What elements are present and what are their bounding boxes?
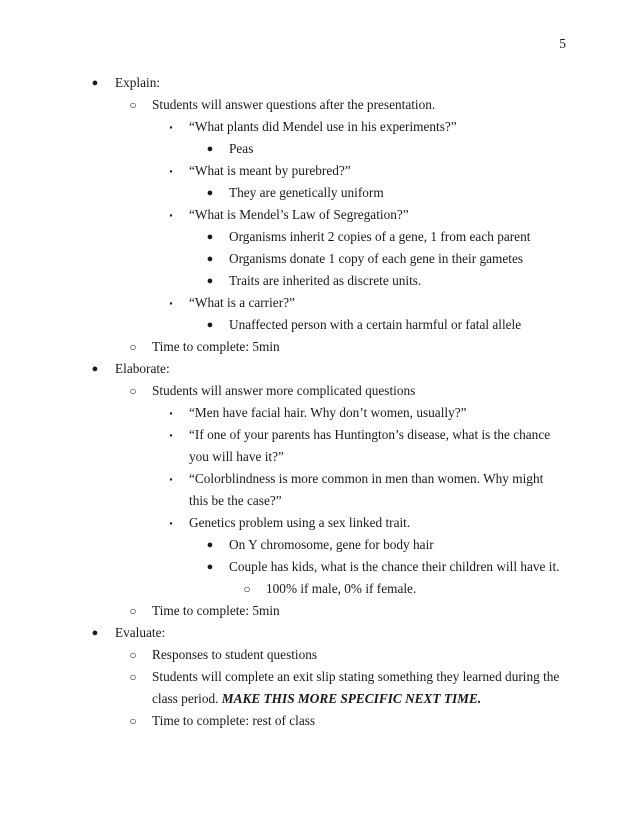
outline-item-level-2 (0, 666, 638, 710)
outline-item-level-1 (0, 358, 638, 380)
outline-item-body: Students will answer questions after the presentation. (152, 97, 436, 112)
outline-item-text (229, 182, 564, 204)
outline-item-text (115, 622, 564, 644)
outline-item-level-2 (0, 380, 638, 402)
outline-item-body: “What is a carrier?” (189, 295, 295, 310)
outline-item-body: Students will complete an exit slip stating something they learned during the class period. (152, 669, 560, 706)
outline-item-text (189, 402, 564, 424)
bullet-marker-icon: ● (91, 77, 99, 89)
outline-item-text (229, 314, 564, 336)
outline-item-text (152, 336, 564, 358)
outline-item-text (189, 468, 564, 512)
bullet-marker-icon: ○ (129, 604, 137, 618)
bullet-marker-icon: ● (91, 627, 99, 639)
bullet-marker-icon: ○ (129, 670, 137, 684)
bullet-marker-icon: ○ (129, 98, 137, 112)
bullet-marker-icon: ● (206, 253, 214, 265)
outline-list (0, 72, 638, 732)
outline-item-text (189, 204, 564, 226)
bullet-marker-icon: ▪ (169, 210, 173, 220)
bullet-marker-icon: ▪ (169, 474, 173, 484)
outline-item-text (229, 270, 564, 292)
outline-item-text (229, 226, 564, 248)
outline-item-text (189, 116, 564, 138)
outline-item-body: Explain: (115, 75, 161, 90)
outline-item-level-3 (0, 292, 638, 314)
outline-item-level-3 (0, 512, 638, 534)
outline-item-text (189, 424, 564, 468)
outline-item-level-2 (0, 644, 638, 666)
bullet-marker-icon: ● (206, 539, 214, 551)
bullet-marker-icon: ● (91, 363, 99, 375)
outline-item-level-4 (0, 226, 638, 248)
outline-item-level-5 (0, 578, 638, 600)
outline-item-level-2 (0, 600, 638, 622)
outline-item-text (152, 710, 564, 732)
outline-item-level-4 (0, 270, 638, 292)
outline-item-level-3 (0, 204, 638, 226)
outline-item-level-1 (0, 622, 638, 644)
outline-item-level-4 (0, 534, 638, 556)
outline-item-body: They are genetically uniform (229, 185, 384, 200)
outline-item-body: Organisms inherit 2 copies of a gene, 1 from each parent (229, 229, 531, 244)
bullet-marker-icon: ● (206, 187, 214, 199)
outline-item-body: Students will answer more complicated questions (152, 383, 416, 398)
bullet-marker-icon: ○ (129, 648, 137, 662)
outline-item-body: Evaluate: (115, 625, 166, 640)
outline-item-body: On Y chromosome, gene for body hair (229, 537, 434, 552)
outline-item-level-4 (0, 248, 638, 270)
outline-item-body: Unaffected person with a certain harmful or fatal allele (229, 317, 522, 332)
bullet-marker-icon: ▪ (169, 430, 173, 440)
outline-item-text (115, 72, 564, 94)
outline-item-body: “If one of your parents has Huntington’s disease, what is the chance you will have it?” (189, 427, 551, 464)
outline-item-body: 100% if male, 0% if female. (266, 581, 417, 596)
outline-item-level-4 (0, 314, 638, 336)
outline-item-body: “Colorblindness is more common in men than women. Why might this be the case?” (189, 471, 544, 508)
outline-item-body: Time to complete: 5min (152, 339, 280, 354)
outline-item-body: Responses to student questions (152, 647, 318, 662)
outline-item-text (152, 600, 564, 622)
bullet-marker-icon: ▪ (169, 408, 173, 418)
outline-item-text (152, 94, 564, 116)
outline-item-level-3 (0, 468, 638, 512)
outline-item-text (266, 578, 564, 600)
outline-item-body: Time to complete: rest of class (152, 713, 316, 728)
bullet-marker-icon: ○ (129, 714, 137, 728)
outline-item-text (152, 380, 564, 402)
bullet-marker-icon: ▪ (169, 298, 173, 308)
outline-item-body: Traits are inherited as discrete units. (229, 273, 422, 288)
outline-item-level-1 (0, 72, 638, 94)
outline-item-level-2 (0, 336, 638, 358)
outline-item-text (152, 666, 564, 710)
outline-item-level-3 (0, 116, 638, 138)
outline-item-text (229, 556, 564, 578)
outline-item-text (189, 512, 564, 534)
outline-item-body: Couple has kids, what is the chance their children will have it. (229, 559, 560, 574)
bullet-marker-icon: ● (206, 319, 214, 331)
outline-item-level-4 (0, 556, 638, 578)
bullet-marker-icon: ○ (129, 384, 137, 398)
outline-item-level-3 (0, 402, 638, 424)
bullet-marker-icon: ▪ (169, 166, 173, 176)
outline-item-body: Organisms donate 1 copy of each gene in their gametes (229, 251, 524, 266)
outline-item-body: Time to complete: 5min (152, 603, 280, 618)
page-number: 5 (559, 36, 566, 51)
outline-item-emphasis: MAKE THIS MORE SPECIFIC NEXT TIME. (221, 691, 482, 706)
outline-item-body: Peas (229, 141, 254, 156)
outline-item-text (229, 248, 564, 270)
outline-item-body: Elaborate: (115, 361, 170, 376)
outline-item-body: “Men have facial hair. Why don’t women, usually?” (189, 405, 467, 420)
bullet-marker-icon: ● (206, 561, 214, 573)
outline-item-body: Genetics problem using a sex linked trait. (189, 515, 411, 530)
outline-item-body: “What plants did Mendel use in his experiments?” (189, 119, 457, 134)
outline-item-level-2 (0, 94, 638, 116)
outline-item-text (229, 534, 564, 556)
outline-item-level-2 (0, 710, 638, 732)
outline-item-text (189, 292, 564, 314)
outline-item-text (115, 358, 564, 380)
outline-item-text (229, 138, 564, 160)
outline-item-level-4 (0, 138, 638, 160)
outline-item-level-4 (0, 182, 638, 204)
outline-item-level-3 (0, 160, 638, 182)
bullet-marker-icon: ○ (243, 582, 251, 596)
bullet-marker-icon: ● (206, 231, 214, 243)
outline-item-level-3 (0, 424, 638, 468)
outline-item-text (152, 644, 564, 666)
bullet-marker-icon: ▪ (169, 122, 173, 132)
outline-item-body: “What is Mendel’s Law of Segregation?” (189, 207, 409, 222)
outline-item-text (189, 160, 564, 182)
bullet-marker-icon: ▪ (169, 518, 173, 528)
outline-item-body: “What is meant by purebred?” (189, 163, 351, 178)
bullet-marker-icon: ● (206, 275, 214, 287)
bullet-marker-icon: ● (206, 143, 214, 155)
bullet-marker-icon: ○ (129, 340, 137, 354)
